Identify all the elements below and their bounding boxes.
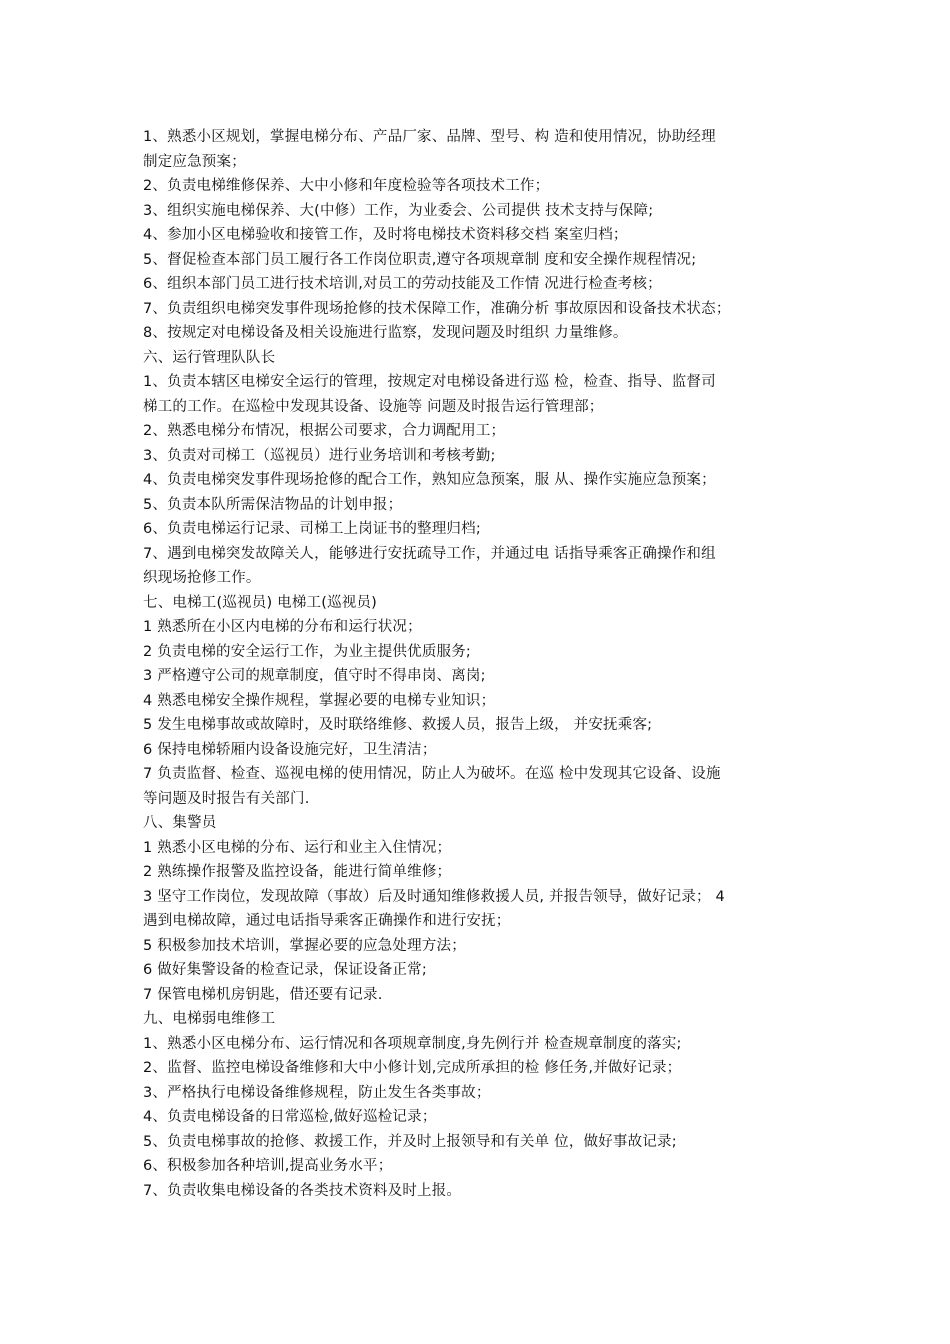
text-line: 8、按规定对电梯设备及相关设施进行监察，发现问题及时组织 力量维修。 xyxy=(143,325,628,341)
text-line: 4、参加小区电梯验收和接管工作，及时将电梯技术资料移交档 案室归档； xyxy=(143,227,628,243)
text-line: 7、负责组织电梯突发事件现场抢修的技术保障工作，准确分析 事故原因和设备技术状态； xyxy=(143,300,731,317)
text-line: 3、负责对司梯工（巡视员）进行业务培训和考核考勤; xyxy=(143,447,496,464)
text-line: 2 负责电梯的安全运行工作，为业主提供优质服务; xyxy=(143,643,472,660)
text-line: 3、组织实施电梯保养、大(中修）工作，为业委会、公司提供 技术支持与保障; xyxy=(143,202,654,219)
text-line: 等问题及时报告有关部门. xyxy=(143,790,310,807)
text-line: 织现场抢修工作。 xyxy=(143,570,261,586)
text-line: 5 积极参加技术培训，掌握必要的应急处理方法； xyxy=(143,937,466,954)
text-line: 6、组织本部门员工进行技术培训,对员工的劳动技能及工作情 况进行检查考核； xyxy=(143,276,662,292)
text-line: 2、熟悉电梯分布情况，根据公司要求，合力调配用工； xyxy=(143,423,506,439)
text-line: 2、监督、监控电梯设备维修和大中小修计划,完成所承担的检 修任务,并做好记录； xyxy=(143,1060,682,1076)
document-body xyxy=(143,125,823,1203)
text-line: 1 熟悉所在小区内电梯的分布和运行状况； xyxy=(143,619,422,635)
text-line: 4、负责电梯设备的日常巡检,做好巡检记录； xyxy=(143,1109,437,1125)
text-line: 6 保持电梯轿厢内设备设施完好，卫生清洁； xyxy=(143,741,437,758)
text-line: 1、熟悉小区规划，掌握电梯分布、产品厂家、品牌、型号、构 造和使用情况，协助经理 xyxy=(143,129,716,145)
section-heading: 六、运行管理队队长 xyxy=(143,349,276,366)
text-line: 5、负责本队所需保洁物品的计划申报； xyxy=(143,496,403,513)
text-line: 5、督促检查本部门员工履行各工作岗位职责,遵守各项规章制 度和安全操作规程情况; xyxy=(143,251,697,268)
text-line: 2、负责电梯维修保养、大中小修和年度检验等各项技术工作； xyxy=(143,178,550,194)
text-line: 7 负责监督、检查、巡视电梯的使用情况，防止人为破坏。在巡 检中发现其它设备、设施 xyxy=(143,766,721,782)
text-line: 7、遇到电梯突发故障关人，能够进行安抚疏导工作，并通过电 话指导乘客正确操作和组 xyxy=(143,545,716,562)
text-line: 5 发生电梯事故或故障时，及时联络维修、救援人员，报告上级， 并安抚乘客; xyxy=(143,717,653,733)
text-line: 7、负责收集电梯设备的各类技术资料及时上报。 xyxy=(143,1182,462,1199)
text-line: 梯工的工作。在巡检中发现其设备、设施等 问题及时报告运行管理部； xyxy=(143,398,604,415)
text-line: 遇到电梯故障，通过电话指导乘客正确操作和进行安抚； xyxy=(143,913,511,929)
text-line: 1、负责本辖区电梯安全运行的管理，按规定对电梯设备进行巡 检，检查、指导、监督司 xyxy=(143,374,716,390)
text-line: 3 坚守工作岗位，发现故障（事故）后及时通知维修救援人员, 并报告领导，做好记录； 4 xyxy=(143,888,725,905)
text-line: 6、负责电梯运行记录、司梯工上岗证书的整理归档; xyxy=(143,521,481,537)
section-heading: 八、集警员 xyxy=(143,815,217,831)
text-line: 4、负责电梯突发事件现场抢修的配合工作，熟知应急预案，服 从、操作实施应急预案； xyxy=(143,472,716,488)
section-heading: 九、电梯弱电维修工 xyxy=(143,1011,276,1027)
text-line: 5、负责电梯事故的抢修、救援工作，并及时上报领导和有关单 位，做好事故记录; xyxy=(143,1133,677,1150)
text-line: 1 熟悉小区电梯的分布、运行和业主入住情况； xyxy=(143,839,452,856)
text-line: 6 做好集警设备的检查记录，保证设备正常; xyxy=(143,962,427,978)
text-line: 6、积极参加各种培训,提高业务水平； xyxy=(143,1158,393,1174)
text-line: 制定应急预案； xyxy=(143,153,246,170)
text-line: 2 熟练操作报警及监控设备，能进行简单维修； xyxy=(143,864,452,880)
section-heading: 七、电梯工(巡视员) 电梯工(巡视员) xyxy=(143,594,378,611)
text-line: 7 保管电梯机房钥匙，借还要有记录. xyxy=(143,986,383,1003)
text-line: 3、严格执行电梯设备维修规程，防止发生各类事故； xyxy=(143,1084,491,1101)
text-line: 3 严格遵守公司的规章制度，值守时不得串岗、离岗; xyxy=(143,668,486,684)
text-line: 4 熟悉电梯安全操作规程，掌握必要的电梯专业知识； xyxy=(143,692,496,709)
text-line: 1、熟悉小区电梯分布、运行情况和各项规章制度,身先例行并 检查规章制度的落实; xyxy=(143,1035,682,1052)
